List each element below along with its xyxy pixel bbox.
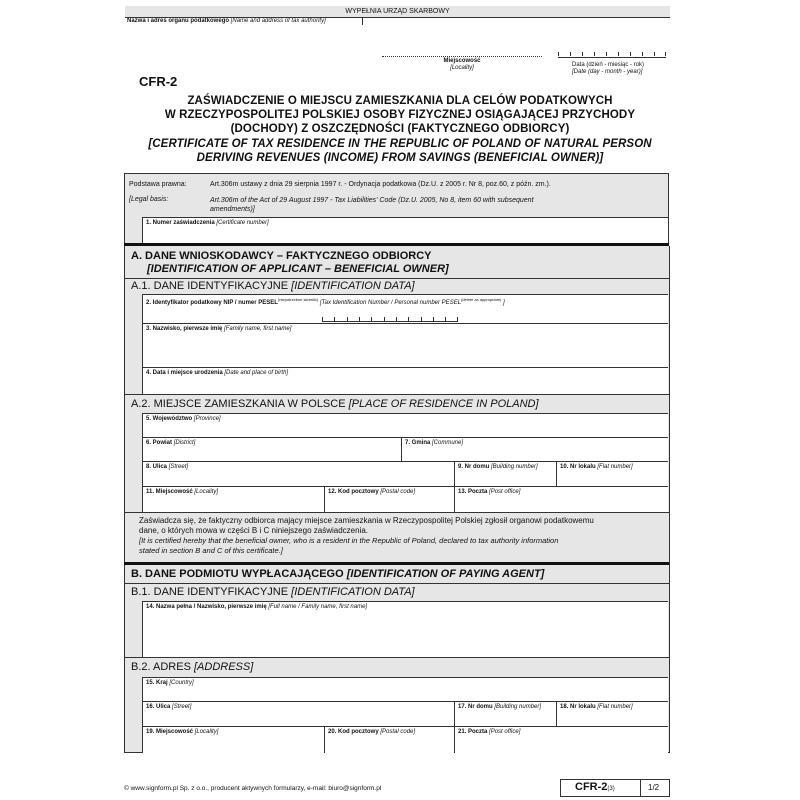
commune-label: 7. Gmina [Commune]	[405, 440, 464, 446]
name-label: 3. Nazwisko, pierwsze imię [Family name, first name]	[146, 326, 292, 332]
section-a-title-en: [IDENTIFICATION OF APPLICANT – BENEFICIAL OWNER]	[147, 263, 449, 275]
title-en-1: [CERTIFICATE OF TAX RESIDENCE IN THE REPUBLIC OF POLAND OF NATURAL PERSON	[148, 138, 652, 150]
country-label: 15. Kraj [Country]	[146, 680, 194, 686]
section-b2-title: B.2. ADRES [ADDRESS]	[131, 661, 254, 673]
title-pl-3: (DOCHODY) Z OSZCZĘDNOŚCI (FAKTYCZNEGO ODBIORCY)	[230, 123, 570, 135]
legal-basis-label-en: [Legal basis:	[129, 196, 169, 203]
agent-building-number-label: 17. Nr domu [Building number]	[458, 704, 542, 710]
title-en-2: DERIVING REVENUES (INCOME) FROM SAVINGS (BENEFICIAL OWNER)]	[196, 152, 604, 164]
agent-postal-code-label: 20. Kod pocztowy [Postal code]	[328, 729, 416, 735]
country-input[interactable]	[142, 677, 668, 702]
paying-agent-name-label: 14. Nazwa pełna / Nazwisko, pierwsze imię [Full name / Family name, first name]	[146, 604, 368, 610]
tax-authority-label: Nazwa i adres organu podatkowego [Name and address of tax authority]	[127, 18, 326, 24]
locality-field-label: 11. Miejscowość [Locality]	[146, 489, 219, 495]
agent-street-label: 16. Ulica [Street]	[146, 704, 192, 710]
section-a2-title: A.2. MIEJSCE ZAMIESZKANIA W POLSCE [PLACE OF RESIDENCE IN POLAND]	[131, 398, 539, 410]
postal-code-label: 12. Kod pocztowy [Postal code]	[328, 489, 416, 495]
province-label: 5. Województwo [Province]	[146, 416, 221, 422]
footer-code: CFR-2(3)	[575, 781, 615, 793]
date-input[interactable]	[558, 52, 666, 58]
section-b1-title: B.1. DANE IDENTYFIKACYJNE [IDENTIFICATION DATA]	[131, 586, 415, 598]
legal-basis-text-en: Art.306m of the Act of 29 August 1997 - Tax Liabilities' Code (Dz.U. 2005, No 8, item 60 with subsequent amendments)]	[210, 197, 534, 213]
tax-id-boxes[interactable]	[322, 317, 458, 322]
legal-basis-text: Art.306m ustawy z dnia 29 sierpnia 1997 r. - Ordynacja podatkowa (Dz.U. z 2005 r. Nr 8, poz.60, z późn. zm.).	[210, 181, 551, 188]
certification-text: Zaświadcza się, że faktyczny odbiorca mający miejsce zamieszkania w Rzeczypospolitej Polskiej zgłosił organowi podatkowemu dane, o których mowa w części B i C niniejszego zaświadczenia. [It is certified hereby that the beneficial owner, who is a resident in the Republic of Poland, declared to tax authority information stated in section B and C of this certificate.]	[139, 516, 594, 555]
form-code: CFR-2	[139, 74, 178, 89]
office-use-label: WYPEŁNIA URZĄD SKARBOWY	[345, 8, 450, 15]
street-label: 8. Ulica [Street]	[146, 464, 189, 470]
title-pl-2: W RZECZYPOSPOLITEJ POLSKIEJ OSOBY FIZYCZNEJ OSIĄGAJĄCEJ PRZYCHODY	[164, 109, 636, 121]
locality-input-line[interactable]	[382, 56, 542, 57]
agent-locality-label: 19. Miejscowość [Locality]	[146, 729, 219, 735]
post-office-label: 13. Poczta [Post office]	[458, 489, 521, 495]
legal-basis-label: Podstawa prawna:	[129, 181, 187, 188]
footer-page: 1/2	[648, 783, 660, 792]
birth-label: 4. Data i miejsce urodzenia [Date and place of birth]	[146, 370, 289, 376]
agent-post-office-label: 21. Poczta [Post office]	[458, 729, 521, 735]
district-label: 6. Powiat [District]	[146, 440, 196, 446]
certificate-number-label: 1. Numer zaświadczenia [Certificate number]	[146, 220, 269, 226]
footer-publisher: © www.signform.pl Sp. z o.o., producent aktywnych formularzy, e-mail: biuro@signform.pl	[124, 785, 382, 792]
section-a-title: A. DANE WNIOSKODAWCY – FAKTYCZNEGO ODBIORCY	[131, 250, 432, 262]
tax-id-label: 2. Identyfikator podatkowy NIP / numer $PESEL^{(niepotrzebne skreślić)}$ [Tax Identification Number / Personal number $PESEL^{(delete as appropriate)}$ ]	[146, 297, 505, 306]
building-number-label: 9. Nr domu [Building number]	[458, 464, 538, 470]
section-a1-title: A.1. DANE IDENTYFIKACYJNE [IDENTIFICATION DATA]	[131, 280, 415, 292]
agent-flat-number-label: 18. Nr lokalu [Flat number]	[560, 704, 633, 710]
flat-number-label: 10. Nr lokalu [Flat number]	[560, 464, 633, 470]
section-b-title: B. DANE PODMIOTU WYPŁACAJĄCEGO [IDENTIFICATION OF PAYING AGENT]	[131, 568, 545, 580]
street-input[interactable]	[142, 461, 454, 487]
title-pl-1: ZAŚWIADCZENIE O MIEJSCU ZAMIESZKANIA DLA CELÓW PODATKOWYCH	[187, 95, 613, 107]
date-label: Data (dzień - miesiąc - rok) [Date (day - month - year)]	[572, 62, 645, 75]
locality-label: Miejscowość [Locality]	[443, 58, 481, 71]
